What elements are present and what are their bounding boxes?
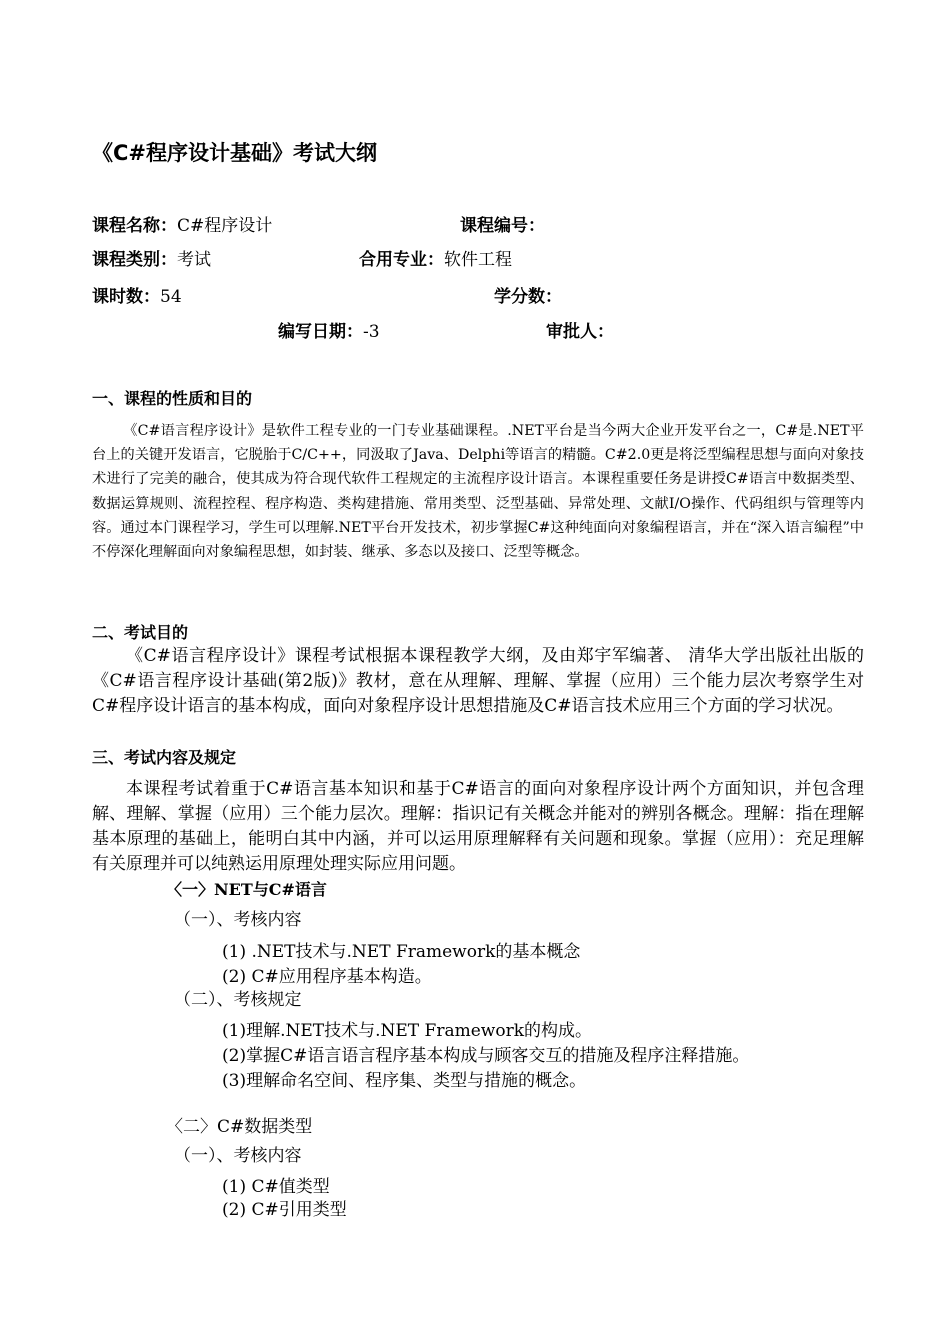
course-code-field xyxy=(460,211,545,236)
unit-1-req-item-2: (2)掌握C#语言语言程序基本构成与顾客交互的措施及程序注释措施。 xyxy=(222,1046,750,1066)
credits-field xyxy=(494,282,562,307)
section-1-body: 《C#语言程序设计》是软件工程专业的一门专业基础课程。.NET平台是当今两大企业开发平台之一，C#是.NET平台上的关键开发语言，它脱胎于C/C++，同汲取了Java、Delphi等语言的精髓。C#2.0更是将泛型编程思想与面向对象技术进行了完美的融合，使其成为符合现代软件工程规定的主流程序设计语言。本课程重要任务是讲授C#语言中数据类型、数据运算规则、流程控程、程序构造、类构建措施、常用类型、泛型基础、异常处理、文献I/O操作、代码组织与管理等内容。通过本门课程学习，学生可以理解.NET平台开发技术，初步掌握C#这种纯面向对象编程语言，并在“深入语言编程”中不停深化理解面向对象编程思想，如封装、继承、多态以及接口、泛型等概念。 xyxy=(92,423,864,561)
unit-1-title: 〈一〉NET与C#语言 xyxy=(166,880,327,899)
section-3-body: 本课程考试着重于C#语言基本知识和基于C#语言的面向对象程序设计两个方面知识，并包含理解、理解、掌握（应用）三个能力层次。理解：指识记有关概念并能对的辨别各概念。理解：指在理解基本原理的基础上，能明白其中内涵，并可以运用原理解释有关问题和现象。掌握（应用）：充足理解有关原理并可以纯熟运用原理处理实际应用问题。 xyxy=(92,779,864,874)
hours-label: 课时数： xyxy=(92,287,160,307)
course-type-field xyxy=(92,245,211,270)
hours-value: 54 xyxy=(160,287,182,307)
credits-label: 学分数： xyxy=(494,287,562,307)
unit-2-content-item-1: (1) C#值类型 xyxy=(222,1177,330,1197)
date-field xyxy=(278,317,380,342)
course-type-label: 课程类别： xyxy=(92,250,177,270)
unit-1-req-heading: （二）、考核规定 xyxy=(174,990,302,1010)
section-2-body: 《C#语言程序设计》课程考试根据本课程教学大纲，及由郑宇军编著、 清华大学出版社出版的《C#语言程序设计基础(第2版)》教材，意在从理解、理解、掌握（应用）三个能力层次考察学生对C#程序设计语言的基本构成，面向对象程序设计思想措施及C#语言技术应用三个方面的学习状况。 xyxy=(92,646,864,716)
section-2-heading: 二、考试目的 xyxy=(92,623,189,642)
major-value: 软件工程 xyxy=(444,250,512,270)
hours-field xyxy=(92,282,182,307)
section-1-heading: 一、课程的性质和目的 xyxy=(92,389,253,408)
course-type-value: 考试 xyxy=(177,250,211,270)
unit-1-content-item-1: (1) .NET技术与.NET Framework的基本概念 xyxy=(222,942,581,962)
major-label: 合用专业： xyxy=(359,250,444,270)
unit-2-content-item-2: (2) C#引用类型 xyxy=(222,1200,347,1220)
document-title: 《C#程序设计基础》考试大纲 xyxy=(92,141,378,165)
approver-field xyxy=(546,317,614,342)
unit-1-req-item-1: (1)理解.NET技术与.NET Framework的构成。 xyxy=(222,1021,592,1041)
course-name-label: 课程名称： xyxy=(92,216,177,236)
date-value: -3 xyxy=(363,322,380,342)
unit-1-content-item-2: (2) C#应用程序基本构造。 xyxy=(222,967,432,987)
unit-1-req-item-3: (3)理解命名空间、程序集、类型与措施的概念。 xyxy=(222,1071,587,1091)
unit-1-content-heading: （一）、考核内容 xyxy=(174,910,302,930)
course-name-value: C#程序设计 xyxy=(177,216,273,236)
course-code-label: 课程编号： xyxy=(460,216,545,236)
unit-2-content-heading: （一）、考核内容 xyxy=(174,1146,302,1166)
section-3-heading: 三、考试内容及规定 xyxy=(92,748,237,767)
course-name-field xyxy=(92,211,272,236)
date-label: 编写日期： xyxy=(278,322,363,342)
major-field xyxy=(359,245,512,270)
unit-2-title: 〈二〉C#数据类型 xyxy=(166,1117,313,1137)
approver-label: 审批人： xyxy=(546,322,614,342)
